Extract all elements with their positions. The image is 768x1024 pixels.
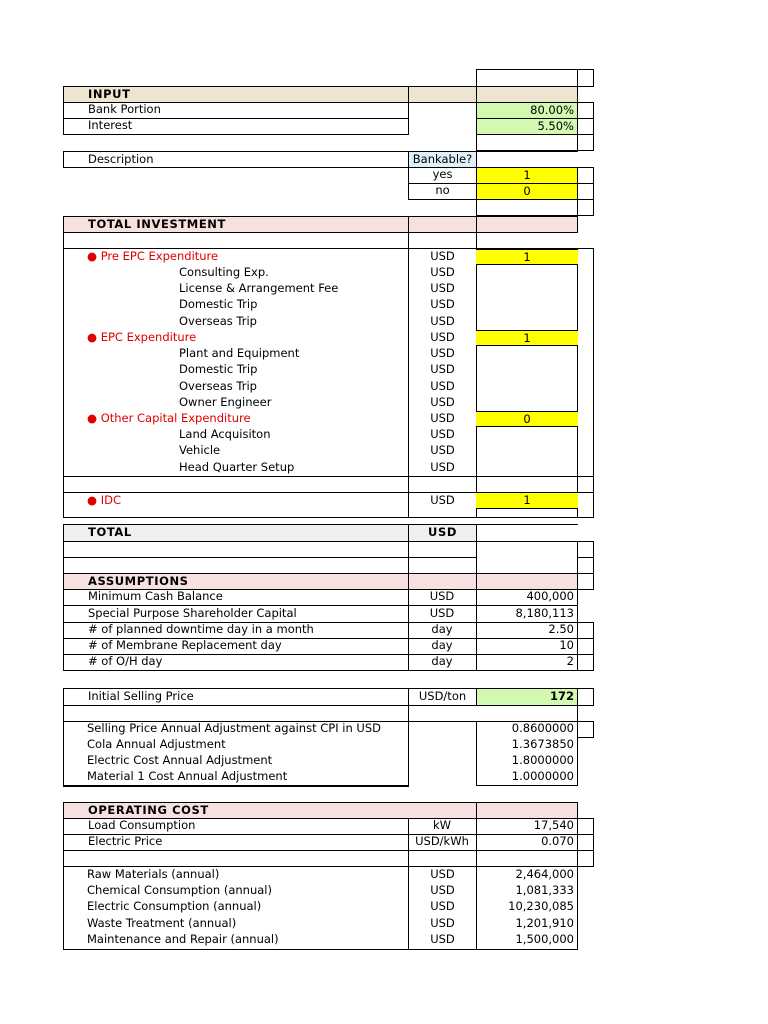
- empty-cell[interactable]: [577, 557, 594, 574]
- investment-value-column: [476, 248, 578, 518]
- annual-cost-value[interactable]: 1,201,910: [515, 916, 574, 930]
- header-fill: [408, 573, 477, 590]
- empty-cell[interactable]: [577, 134, 594, 151]
- total-unit: USD: [408, 524, 477, 542]
- empty-cell[interactable]: [408, 705, 477, 722]
- annual-cost-value[interactable]: 1,500,000: [515, 932, 574, 946]
- bullet-icon: ●: [87, 330, 98, 344]
- bullet-icon: ●: [87, 411, 98, 425]
- bank-portion-label: Bank Portion: [63, 102, 409, 119]
- bankable-label: Bankable?: [408, 151, 477, 168]
- total-value[interactable]: [476, 524, 578, 542]
- empty-cell[interactable]: [408, 557, 477, 574]
- interest-label: Interest: [63, 118, 409, 135]
- line-item: Domestic Trip: [179, 297, 258, 311]
- line-item: Plant and Equipment: [179, 346, 300, 360]
- no-label: no: [408, 183, 477, 200]
- assumption-label: # of Membrane Replacement day: [63, 638, 409, 655]
- selling-price-unit: USD/ton: [408, 688, 477, 706]
- empty-cell[interactable]: [577, 850, 594, 867]
- line-item: Head Quarter Setup: [179, 460, 295, 474]
- empty-cell[interactable]: [408, 232, 477, 249]
- unit: USD: [430, 314, 455, 328]
- epc-flag[interactable]: 1: [476, 330, 578, 346]
- empty-cell[interactable]: [476, 232, 578, 249]
- yes-label: yes: [408, 167, 477, 184]
- electric-price-unit: USD/kWh: [408, 834, 477, 851]
- total-investment-header: TOTAL INVESTMENT: [63, 216, 409, 233]
- empty-cell[interactable]: [577, 573, 594, 590]
- empty-cell[interactable]: [476, 850, 578, 867]
- header-fill: [476, 216, 578, 233]
- empty-cell[interactable]: [63, 541, 409, 558]
- selling-price-label: Initial Selling Price: [63, 688, 409, 706]
- annual-cost-unit: USD: [430, 932, 455, 946]
- adjustment-value[interactable]: 0.8600000: [511, 721, 574, 735]
- empty-cell[interactable]: [577, 199, 594, 216]
- assumption-label: # of planned downtime day in a month: [63, 622, 409, 639]
- adjustment-value[interactable]: 1.3673850: [511, 737, 574, 751]
- row-divider: [63, 476, 594, 477]
- adjustment-value[interactable]: 1.8000000: [511, 753, 574, 767]
- assumption-value[interactable]: 2.50: [476, 622, 578, 639]
- empty-cell[interactable]: [577, 541, 594, 558]
- empty-cell[interactable]: [577, 638, 594, 655]
- header-fill: [476, 802, 578, 819]
- yes-value[interactable]: 1: [476, 167, 578, 184]
- row-divider: [63, 785, 409, 787]
- assumption-value[interactable]: 8,180,113: [476, 606, 578, 623]
- unit: USD: [430, 297, 455, 311]
- total-label: TOTAL: [63, 524, 409, 542]
- assumption-value[interactable]: 2: [476, 654, 578, 671]
- unit: USD: [430, 443, 455, 457]
- empty-cell[interactable]: [63, 232, 409, 249]
- assumption-unit: day: [408, 622, 477, 639]
- epc-label: ● EPC Expenditure: [87, 330, 197, 344]
- empty-cell[interactable]: [577, 818, 594, 835]
- unit: USD: [430, 460, 455, 474]
- annual-cost-value[interactable]: 2,464,000: [515, 867, 574, 881]
- annual-cost-label: Chemical Consumption (annual): [87, 883, 272, 897]
- assumption-unit: USD: [408, 589, 477, 606]
- annual-cost-value[interactable]: 10,230,085: [508, 899, 574, 913]
- operating-cost-header: OPERATING COST: [63, 802, 409, 819]
- empty-cell[interactable]: [577, 622, 594, 639]
- assumption-label: Minimum Cash Balance: [63, 589, 409, 606]
- load-consumption-label: Load Consumption: [63, 818, 409, 835]
- unit: USD: [430, 379, 455, 393]
- unit: USD: [430, 427, 455, 441]
- annual-cost-label: Electric Consumption (annual): [87, 899, 262, 913]
- assumption-unit: USD: [408, 606, 477, 623]
- empty-cell[interactable]: [476, 134, 578, 151]
- adjustment-label: Material 1 Cost Annual Adjustment: [87, 769, 288, 783]
- no-value[interactable]: 0: [476, 183, 578, 200]
- empty-cell[interactable]: [577, 721, 594, 738]
- empty-cell[interactable]: [577, 688, 594, 706]
- selling-price-input[interactable]: 172: [476, 688, 578, 706]
- annual-cost-unit: USD: [430, 916, 455, 930]
- annual-cost-unit: USD: [430, 867, 455, 881]
- header-fill: [476, 573, 578, 590]
- annual-cost-unit: USD: [430, 883, 455, 897]
- empty-cell[interactable]: [577, 183, 594, 200]
- line-item: Owner Engineer: [179, 395, 272, 409]
- empty-cell[interactable]: [63, 557, 409, 574]
- empty-cell[interactable]: [476, 69, 578, 87]
- assumption-unit: day: [408, 654, 477, 671]
- load-consumption-unit: kW: [408, 818, 477, 835]
- load-consumption-value[interactable]: 17,540: [476, 818, 578, 835]
- assumption-value[interactable]: 10: [476, 638, 578, 655]
- annual-cost-label: Raw Materials (annual): [87, 867, 220, 881]
- unit: USD: [430, 330, 455, 344]
- line-item: Overseas Trip: [179, 379, 257, 393]
- empty-cell[interactable]: [577, 69, 594, 87]
- assumption-label: Special Purpose Shareholder Capital: [63, 606, 409, 623]
- assumptions-header: ASSUMPTIONS: [63, 573, 409, 590]
- interest-input[interactable]: 5.50%: [476, 118, 578, 135]
- unit: USD: [430, 346, 455, 360]
- adjustment-label: Cola Annual Adjustment: [87, 737, 226, 751]
- idc-flag[interactable]: 1: [476, 493, 578, 509]
- empty-cell[interactable]: [476, 151, 578, 168]
- bullet-icon: ●: [87, 493, 98, 507]
- investment-side-column: [577, 248, 594, 518]
- empty-cell[interactable]: [577, 118, 594, 135]
- empty-cell[interactable]: [577, 167, 594, 184]
- input-header-fill: [476, 86, 578, 103]
- line-item: Domestic Trip: [179, 362, 258, 376]
- header-fill: [408, 216, 477, 233]
- annual-cost-label: Maintenance and Repair (annual): [87, 932, 279, 946]
- unit: USD: [430, 249, 455, 263]
- empty-cell[interactable]: [476, 705, 578, 722]
- annual-cost-label: Waste Treatment (annual): [87, 916, 237, 930]
- electric-price-value[interactable]: 0.070: [476, 834, 578, 851]
- electric-price-label: Electric Price: [63, 834, 409, 851]
- line-item: Overseas Trip: [179, 314, 257, 328]
- empty-cell[interactable]: [476, 541, 578, 574]
- bullet-icon: ●: [87, 249, 98, 263]
- line-item: Consulting Exp.: [179, 265, 269, 279]
- annual-cost-value[interactable]: 1,081,333: [515, 883, 574, 897]
- idc-label: ● IDC: [87, 493, 121, 507]
- other-capex-label: ● Other Capital Expenditure: [87, 411, 251, 425]
- assumption-value[interactable]: 400,000: [476, 589, 578, 606]
- assumption-unit: day: [408, 638, 477, 655]
- line-item: Vehicle: [179, 443, 221, 457]
- annual-cost-unit: USD: [430, 899, 455, 913]
- adjustment-value[interactable]: 1.0000000: [511, 769, 574, 783]
- empty-cell[interactable]: [577, 834, 594, 851]
- empty-cell[interactable]: [63, 705, 409, 722]
- other-capex-flag[interactable]: 0: [476, 411, 578, 427]
- unit: USD: [430, 281, 455, 295]
- empty-cell[interactable]: [476, 199, 578, 216]
- unit: USD: [430, 493, 455, 507]
- empty-cell[interactable]: [408, 850, 477, 867]
- empty-cell[interactable]: [577, 102, 594, 119]
- header-fill: [408, 802, 477, 819]
- pre-epc-flag[interactable]: 1: [476, 249, 578, 265]
- adjustment-label: Electric Cost Annual Adjustment: [87, 753, 273, 767]
- description-label: Description: [63, 151, 409, 168]
- empty-cell[interactable]: [63, 850, 409, 867]
- adjustment-label: Selling Price Annual Adjustment against CPI in USD: [87, 721, 381, 735]
- unit: USD: [430, 411, 455, 425]
- line-item: License & Arrangement Fee: [179, 281, 339, 295]
- assumption-label: # of O/H day: [63, 654, 409, 671]
- pre-epc-label: ● Pre EPC Expenditure: [87, 249, 219, 263]
- unit: USD: [430, 362, 455, 376]
- unit: USD: [430, 395, 455, 409]
- bank-portion-input[interactable]: 80.00%: [476, 102, 578, 119]
- empty-cell[interactable]: [408, 541, 477, 558]
- empty-cell[interactable]: [577, 654, 594, 671]
- unit: USD: [430, 265, 455, 279]
- line-item: Land Acquisiton: [179, 427, 271, 441]
- input-header-fill: [408, 86, 477, 103]
- input-header: INPUT: [63, 86, 409, 103]
